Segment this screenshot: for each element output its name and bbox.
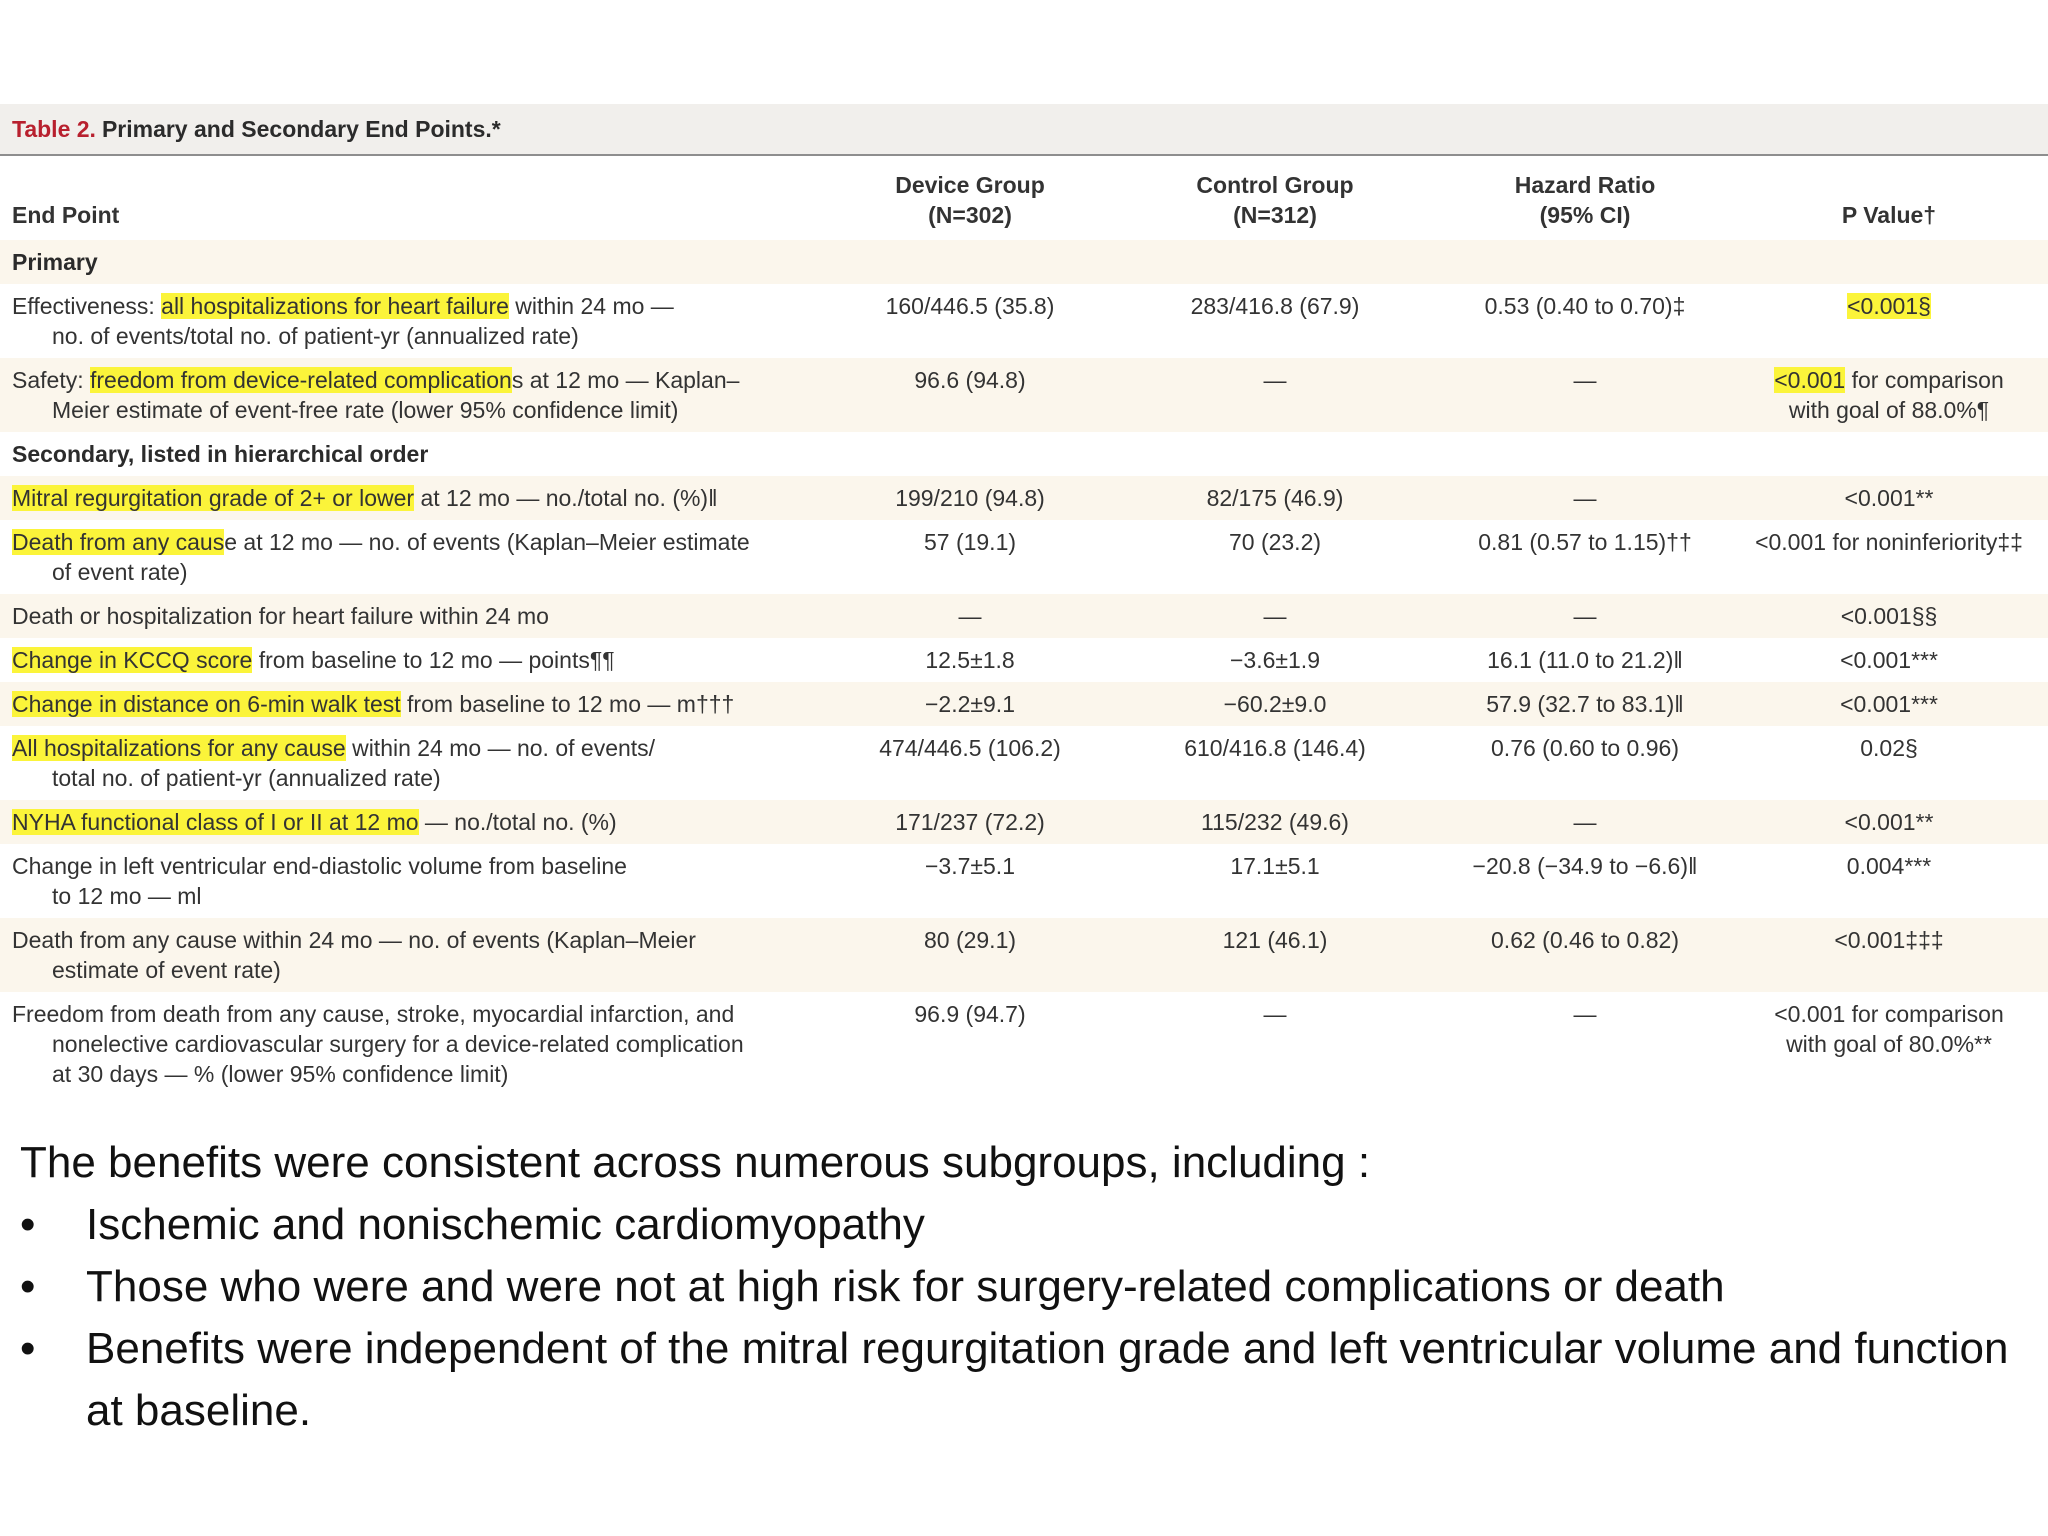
control-group-value: 115/232 (49.6) bbox=[1110, 800, 1440, 844]
header-end-point: End Point bbox=[0, 156, 830, 240]
endpoints-table bbox=[0, 104, 2048, 1096]
label-text: from baseline to 12 mo — points¶¶ bbox=[252, 647, 615, 673]
label-continuation: no. of events/total no. of patient-yr (annualized rate) bbox=[52, 323, 579, 349]
label-line bbox=[12, 647, 615, 673]
device-group-value: 96.6 (94.8) bbox=[830, 358, 1110, 432]
label-continuation: nonelective cardiovascular surgery for a device-related complication bbox=[52, 1031, 744, 1057]
label-line bbox=[12, 293, 674, 319]
end-point-label bbox=[0, 358, 830, 432]
p-value bbox=[1730, 284, 2048, 358]
hazard-ratio-value: — bbox=[1440, 476, 1730, 520]
p-value-text: 0.004*** bbox=[1846, 853, 1932, 879]
p-value-line bbox=[1742, 689, 2036, 719]
p-value-text: for comparison bbox=[1845, 367, 2004, 393]
header-hazard-ratio bbox=[1440, 156, 1730, 240]
p-value-continuation: with goal of 88.0%¶ bbox=[1788, 397, 1990, 423]
device-group-value: 199/210 (94.8) bbox=[830, 476, 1110, 520]
end-point-label bbox=[0, 520, 830, 594]
label-line bbox=[12, 1001, 734, 1027]
header-p-value: P Value† bbox=[1730, 156, 2048, 240]
p-value bbox=[1730, 800, 2048, 844]
label-line bbox=[12, 735, 655, 761]
device-group-value: 96.9 (94.7) bbox=[830, 992, 1110, 1096]
control-group-value: — bbox=[1110, 992, 1440, 1096]
p-value-line bbox=[1742, 527, 2036, 557]
bullet-dot: • bbox=[20, 1262, 36, 1311]
p-value-line bbox=[1742, 999, 2036, 1029]
p-value bbox=[1730, 358, 2048, 432]
p-value bbox=[1730, 726, 2048, 800]
header-control-n: (N=312) bbox=[1233, 202, 1317, 228]
end-point-label bbox=[0, 918, 830, 992]
p-value bbox=[1730, 682, 2048, 726]
device-group-value: −2.2±9.1 bbox=[830, 682, 1110, 726]
table-title: Primary and Secondary End Points.* bbox=[101, 115, 501, 142]
control-group-value: — bbox=[1110, 358, 1440, 432]
p-value-text: <0.001*** bbox=[1840, 647, 1938, 673]
bullet-text: Those who were and were not at high risk for surgery-related complications or death bbox=[86, 1262, 1725, 1311]
label-text: Death from any cause within 24 mo — no. of events (Kaplan–Meier bbox=[12, 927, 696, 953]
header-device-group bbox=[830, 156, 1110, 240]
p-value-line bbox=[1742, 291, 2036, 321]
control-group-value: −60.2±9.0 bbox=[1110, 682, 1440, 726]
bullet-text: Ischemic and nonischemic cardiomyopathy bbox=[86, 1200, 925, 1249]
label-text: — no./total no. (%) bbox=[418, 809, 617, 835]
highlighted-text: all hospitalizations for heart failure bbox=[161, 293, 509, 319]
label-text: within 24 mo — no. of events/ bbox=[345, 735, 656, 761]
label-continuation: Meier estimate of event-free rate (lower 95% confidence limit) bbox=[52, 397, 679, 423]
label-continuation: to 12 mo — ml bbox=[52, 883, 202, 909]
summary-text bbox=[20, 1132, 2030, 1442]
hazard-ratio-value: — bbox=[1440, 800, 1730, 844]
hazard-ratio-value: — bbox=[1440, 358, 1730, 432]
p-value-text: <0.001** bbox=[1844, 809, 1934, 835]
p-value-line bbox=[1742, 483, 2036, 513]
label-text: from baseline to 12 mo — m††† bbox=[400, 691, 735, 717]
table-grid bbox=[0, 156, 2048, 240]
p-value bbox=[1730, 476, 2048, 520]
control-group-value: −3.6±1.9 bbox=[1110, 638, 1440, 682]
p-value bbox=[1730, 520, 2048, 594]
highlighted-text: Change in KCCQ score bbox=[12, 647, 253, 673]
hazard-ratio-value: — bbox=[1440, 992, 1730, 1096]
label-continuation: of event rate) bbox=[52, 559, 188, 585]
label-text: Change in left ventricular end-diastolic volume from baseline bbox=[12, 853, 627, 879]
label-line bbox=[12, 809, 617, 835]
p-value-line bbox=[1742, 807, 2036, 837]
label-line bbox=[12, 927, 696, 953]
label-line bbox=[12, 485, 718, 511]
label-text: within 24 mo — bbox=[508, 293, 674, 319]
label-text: at 12 mo — no./total no. (%)‖ bbox=[414, 485, 718, 511]
end-point-label bbox=[0, 992, 830, 1096]
end-point-label bbox=[0, 726, 830, 800]
table-number: Table 2. bbox=[12, 115, 96, 142]
control-group-value: 17.1±5.1 bbox=[1110, 844, 1440, 918]
label-text: Safety: bbox=[12, 367, 90, 393]
highlighted-text: NYHA functional class of I or II at 12 mo bbox=[12, 809, 419, 835]
end-point-label bbox=[0, 800, 830, 844]
p-value-line bbox=[1742, 925, 2036, 955]
device-group-value: 12.5±1.8 bbox=[830, 638, 1110, 682]
header-hr-name: Hazard Ratio bbox=[1514, 172, 1656, 198]
device-group-value: 160/446.5 (35.8) bbox=[830, 284, 1110, 358]
end-point-label bbox=[0, 594, 830, 638]
label-line bbox=[12, 603, 549, 629]
summary-bullet bbox=[20, 1318, 2030, 1442]
end-point-label bbox=[0, 638, 830, 682]
highlighted-text: All hospitalizations for any cause bbox=[12, 735, 346, 761]
summary-intro: The benefits were consistent across numerous subgroups, including : bbox=[20, 1138, 1371, 1187]
highlighted-text: Mitral regurgitation grade of 2+ or lower bbox=[12, 485, 415, 511]
p-value-text: 0.02§ bbox=[1860, 735, 1918, 761]
p-value-text: <0.001§§ bbox=[1840, 603, 1938, 629]
p-value bbox=[1730, 638, 2048, 682]
highlighted-text: freedom from device-related complication bbox=[89, 367, 512, 393]
end-point-label bbox=[0, 284, 830, 358]
device-group-value: −3.7±5.1 bbox=[830, 844, 1110, 918]
p-value bbox=[1730, 844, 2048, 918]
label-line bbox=[12, 529, 750, 555]
label-continuation: total no. of patient-yr (annualized rate) bbox=[52, 765, 441, 791]
summary-bullet-list bbox=[20, 1194, 2030, 1442]
bullet-dot: • bbox=[20, 1324, 36, 1373]
label-continuation: at 30 days — % (lower 95% confidence limit) bbox=[52, 1061, 509, 1087]
label-text: Death or hospitalization for heart failure within 24 mo bbox=[12, 603, 549, 629]
p-value bbox=[1730, 918, 2048, 992]
table-caption bbox=[0, 104, 2048, 156]
label-text: Freedom from death from any cause, stroke, myocardial infarction, and bbox=[12, 1001, 735, 1027]
end-point-label bbox=[0, 476, 830, 520]
p-value-line bbox=[1742, 733, 2036, 763]
label-text: e at 12 mo — no. of events (Kaplan–Meier estimate bbox=[224, 529, 750, 555]
header-control-group bbox=[1110, 156, 1440, 240]
header-device-name: Device Group bbox=[895, 172, 1045, 198]
hazard-ratio-value: — bbox=[1440, 594, 1730, 638]
label-line bbox=[12, 853, 627, 879]
header-control-name: Control Group bbox=[1196, 172, 1354, 198]
label-line bbox=[12, 691, 734, 717]
highlighted-text: Change in distance on 6-min walk test bbox=[12, 691, 401, 717]
hazard-ratio-value: 0.62 (0.46 to 0.82) bbox=[1440, 918, 1730, 992]
control-group-value: 283/416.8 (67.9) bbox=[1110, 284, 1440, 358]
p-value bbox=[1730, 594, 2048, 638]
p-value-line bbox=[1742, 645, 2036, 675]
end-point-label bbox=[0, 682, 830, 726]
label-text: s at 12 mo — Kaplan– bbox=[511, 367, 740, 393]
hazard-ratio-value: 57.9 (32.7 to 83.1)‖ bbox=[1440, 682, 1730, 726]
p-value-text: <0.001 for noninferiority‡‡ bbox=[1755, 529, 2023, 555]
hazard-ratio-value: 0.53 (0.40 to 0.70)‡ bbox=[1440, 284, 1730, 358]
highlighted-p-value: <0.001 bbox=[1774, 367, 1846, 393]
device-group-value: 171/237 (72.2) bbox=[830, 800, 1110, 844]
control-group-value: 610/416.8 (146.4) bbox=[1110, 726, 1440, 800]
hazard-ratio-value: 0.76 (0.60 to 0.96) bbox=[1440, 726, 1730, 800]
section-label: Secondary, listed in hierarchical order bbox=[0, 432, 2048, 476]
section-label: Primary bbox=[0, 240, 2048, 284]
p-value-text: <0.001‡‡‡ bbox=[1834, 927, 1944, 953]
bullet-dot: • bbox=[20, 1200, 36, 1249]
summary-bullet bbox=[20, 1256, 2030, 1318]
header-device-n: (N=302) bbox=[928, 202, 1012, 228]
p-value-text: <0.001** bbox=[1844, 485, 1934, 511]
summary-bullet bbox=[20, 1194, 2030, 1256]
p-value-text: <0.001 for comparison bbox=[1774, 1001, 2004, 1027]
p-value-continuation: with goal of 80.0%** bbox=[1786, 1031, 1992, 1057]
highlighted-p-value: <0.001§ bbox=[1847, 293, 1931, 319]
control-group-value: 82/175 (46.9) bbox=[1110, 476, 1440, 520]
device-group-value: 474/446.5 (106.2) bbox=[830, 726, 1110, 800]
control-group-value: 70 (23.2) bbox=[1110, 520, 1440, 594]
table-body bbox=[0, 240, 2048, 1096]
label-line bbox=[12, 367, 739, 393]
header-hr-ci: (95% CI) bbox=[1539, 202, 1631, 228]
bullet-text: Benefits were independent of the mitral regurgitation grade and left ventricular volume and function at baseline. bbox=[86, 1324, 2009, 1435]
end-point-label bbox=[0, 844, 830, 918]
control-group-value: — bbox=[1110, 594, 1440, 638]
p-value-line bbox=[1742, 601, 2036, 631]
device-group-value: 80 (29.1) bbox=[830, 918, 1110, 992]
p-value-line bbox=[1742, 851, 2036, 881]
label-text: Effectiveness: bbox=[12, 293, 162, 319]
hazard-ratio-value: 16.1 (11.0 to 21.2)‖ bbox=[1440, 638, 1730, 682]
hazard-ratio-value: 0.81 (0.57 to 1.15)†† bbox=[1440, 520, 1730, 594]
control-group-value: 121 (46.1) bbox=[1110, 918, 1440, 992]
p-value-line bbox=[1742, 365, 2036, 395]
p-value-text: <0.001*** bbox=[1840, 691, 1938, 717]
label-continuation: estimate of event rate) bbox=[52, 957, 281, 983]
highlighted-text: Death from any caus bbox=[12, 529, 225, 555]
p-value bbox=[1730, 992, 2048, 1096]
hazard-ratio-value: −20.8 (−34.9 to −6.6)‖ bbox=[1440, 844, 1730, 918]
device-group-value: 57 (19.1) bbox=[830, 520, 1110, 594]
device-group-value: — bbox=[830, 594, 1110, 638]
